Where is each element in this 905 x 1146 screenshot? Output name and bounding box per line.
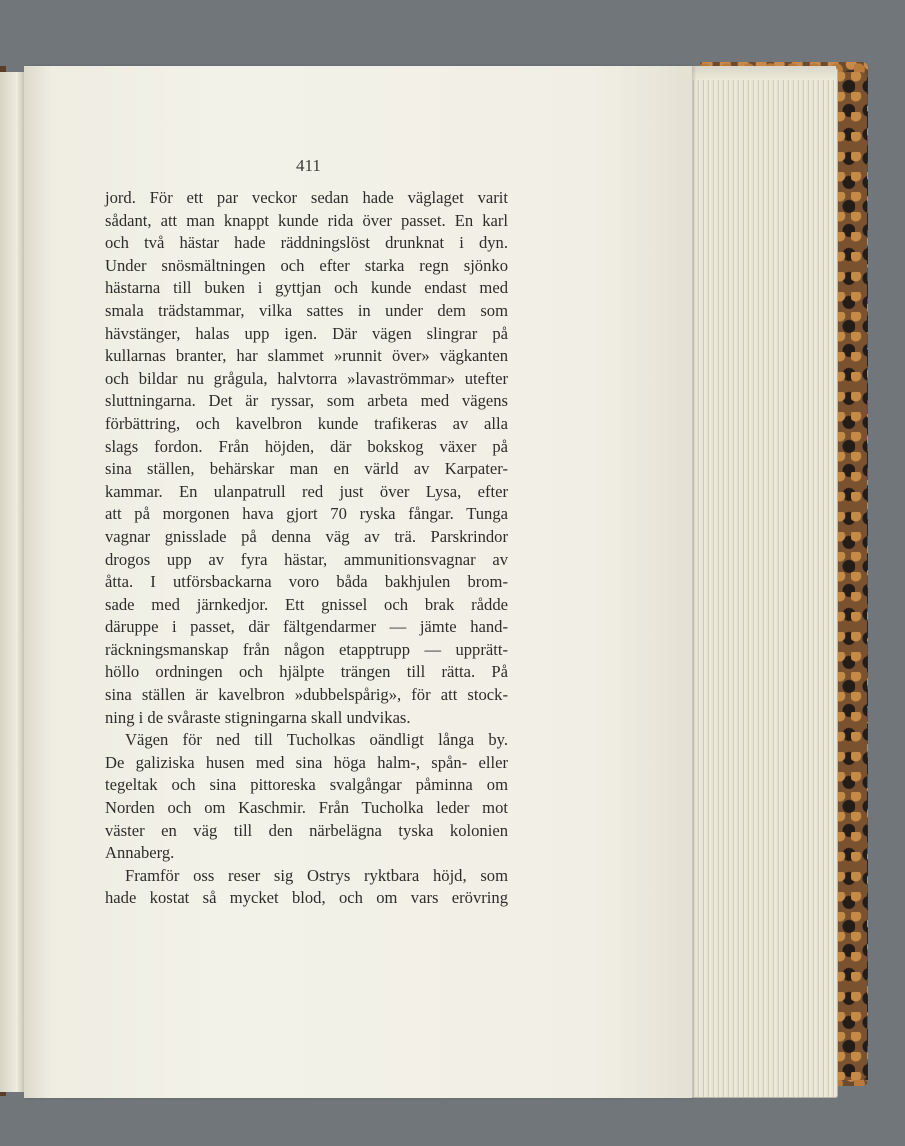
text-line: Vägen för ned till Tucholkas oändligt långa by. <box>125 730 508 750</box>
text-line: hävstänger, halas upp igen. Där vägen slingrar på <box>105 323 508 343</box>
page-stack-top <box>686 66 836 80</box>
text-line: Framför oss reser sig Ostrys ryktbara höjd, som <box>125 865 508 885</box>
text-line: sina ställen, behärskar man en värld av Karpater- <box>105 459 508 479</box>
text-line: ning i de svåraste stigningarna skall undvikas. <box>105 707 411 727</box>
facing-page-sliver <box>0 72 24 1092</box>
text-line: jord. För ett par veckor sedan hade väglaget varit <box>105 188 508 207</box>
text-line: förbättring, och kavelbron kunde trafikeras av alla <box>105 413 508 433</box>
text-line: sådant, att man knappt kunde rida över passet. En karl <box>105 210 508 230</box>
text-line: Norden och om Kaschmir. Från Tucholka leder mot <box>105 798 508 818</box>
text-line: och två hästar hade räddningslöst drunknat i dyn. <box>105 233 508 253</box>
text-line: smala trädstammar, vilka sattes in under dem som <box>105 300 508 320</box>
text-line: hade kostat så mycket blod, och om vars erövring <box>105 888 508 908</box>
text-line: hästarna till buken i gyttjan och kunde endast med <box>105 278 508 298</box>
page-stack-edges <box>686 68 838 1098</box>
text-line: kammar. En ulanpatrull red just över Lysa, efter <box>105 481 508 501</box>
text-line: vagnar gnisslade på denna väg av trä. Parskrindor <box>105 526 508 546</box>
text-line: och bildar nu grågula, halvtorra »lavaströmmar» utefter <box>105 368 508 388</box>
text-line: höllo ordningen och hjälpte trängen till rätta. På <box>105 662 508 682</box>
text-line: sade med järnkedjor. Ett gnissel och brak rådde <box>105 594 508 614</box>
text-line: drogos upp av fyra hästar, ammunitionsvagnar av <box>105 549 508 569</box>
text-line: De galiziska husen med sina höga halm-, spån- eller <box>105 752 508 772</box>
text-line: Annaberg. <box>105 843 175 863</box>
text-line: sina ställen är kavelbron »dubbelspårig», för att stock- <box>105 685 508 705</box>
text-line: åtta. I utförsbackarna voro båda bakhjulen brom- <box>105 572 508 592</box>
text-line: att på morgonen hava gjort 70 ryska fångar. Tunga <box>105 504 508 524</box>
page-text <box>105 187 508 910</box>
text-line: däruppe i passet, där fältgendarmer — jämte hand- <box>105 617 508 637</box>
text-line: kullarnas branter, har slammet »runnit över» vägkanten <box>105 346 508 366</box>
text-line: Under snösmältningen och efter starka regn sjönko <box>105 255 508 275</box>
cover-edge <box>835 72 867 1080</box>
text-line: väster en väg till den närbelägna tyska kolonien <box>105 820 508 840</box>
text-line: slags fordon. Från höjden, där bokskog växer på <box>105 436 508 456</box>
page-number: 411 <box>296 156 321 175</box>
text-line: räckningsmanskap från någon etapptrupp — upprätt- <box>105 639 508 659</box>
text-line: tegeltak och sina pittoreska svalgångar påminna om <box>105 775 508 795</box>
text-line: sluttningarna. Det är ryssar, som arbeta med vägens <box>105 391 508 411</box>
